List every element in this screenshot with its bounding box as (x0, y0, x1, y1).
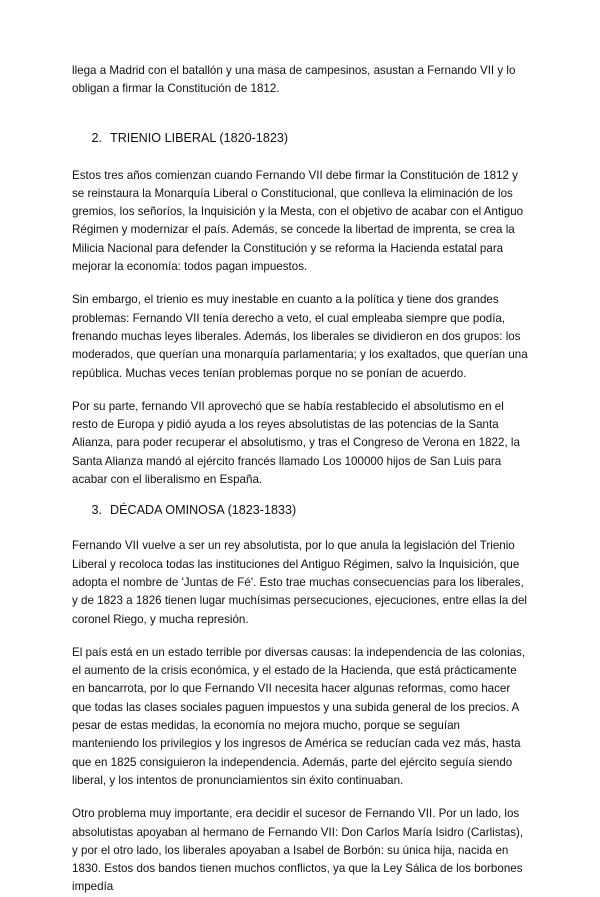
paragraph: Sin embargo, el trienio es muy inestable en cuanto a la política y tiene dos grandes problemas: Fernando VII tenía derecho a veto, el cual empleaba siempre que podía, frenando muchas leyes liberales. Además, los liberales se dividieron en dos grupos: los moderados, que querían una monarquía parlamentaria; y los exaltados, que querían una república. Muchas veces tenían problemas porque no se ponían de acuerdo. (72, 293, 528, 380)
section-heading-trienio (72, 129, 528, 147)
document-page (72, 62, 528, 897)
paragraph: Estos tres años comienzan cuando Fernando VII debe firmar la Constitución de 1812 y se reinstaura la Monarquía Liberal o Constitucional, que conlleva la eliminación de los gremios, los señoríos, la Inquisición y la Mesta, con el objetivo de acabar con el Antiguo Régimen y modernizar el país. Además, se concede la libertad de imprenta, se crea la Milicia Nacional para defender la Constitución y se reforma la Hacienda estatal para mejorar la economía: todos pagan impuestos. (72, 168, 524, 274)
section-title: DÉCADA OMINOSA (1823-1833) (110, 503, 297, 518)
paragraph: Otro problema muy importante, era decidir el sucesor de Fernando VII. Por un lado, los absolutistas apoyaban al hermano de Fernando VII: Don Carlos María Isidro (Carlistas), y por el otro lado, los liberales apoyaban a Isabel de Borbón: su única hija, nacida en 1830. Estos dos bandos tienen muchos conflictos, ya que la Ley Sálica de los borbones impedía (72, 807, 524, 894)
section-number: 3. (91, 503, 102, 518)
section-number: 2. (91, 130, 102, 145)
paragraph: Por su parte, fernando VII aprovechó que se había restablecido el absolutismo en el resto de Europa y pidió ayuda a los reyes absolutistas de las potencias de la Santa Alianza, para poder recuperar el absolutismo, y tras el Congreso de Verona en 1822, la Santa Alianza mandó al ejército francés llamado Los 100000 hijos de San Luis para acabar con el liberalismo en España. (72, 399, 520, 487)
paragraph: Fernando VII vuelve a ser un rey absolutista, por lo que anula la legislación del Trienio Liberal y recoloca todas las instituciones del Antiguo Régimen, salvo la Inquisición, que adopta el nombre de 'Juntas de Fé'. Esto trae muchas consecuencias para los liberales, y de 1823 a 1826 tienen lugar muchísimas persecuciones, ejecuciones, entre ellas la del coronel Riego, y mucha represión. (72, 539, 528, 626)
section-heading-decada (72, 501, 528, 519)
paragraph: El país está en un estado terrible por diversas causas: la independencia de las colonias, el aumento de la crisis económica, y el estado de la Hacienda, que está prácticamente en bancarrota, por lo que Fernando VII necesita hacer algunas reformas, como hacer que todas las clases sociales paguen impuestos y una subida general de los precios. A pesar de estas medidas, la economía no mejora mucho, porque se seguían manteniendo los privilegios y los ingresos de América se reducían cada vez más, hasta que en 1825 consiguieron la independencia. Además, parte del ejército seguía siendo liberal, y los intentos de pronunciamientos sin éxito continuaban. (72, 645, 526, 787)
section-title: TRIENIO LIBERAL (1820-1823) (110, 130, 289, 145)
intro-paragraph: llega a Madrid con el batallón y una masa de campesinos, asustan a Fernando VII y lo obligan a firmar la Constitución de 1812. (72, 64, 516, 96)
